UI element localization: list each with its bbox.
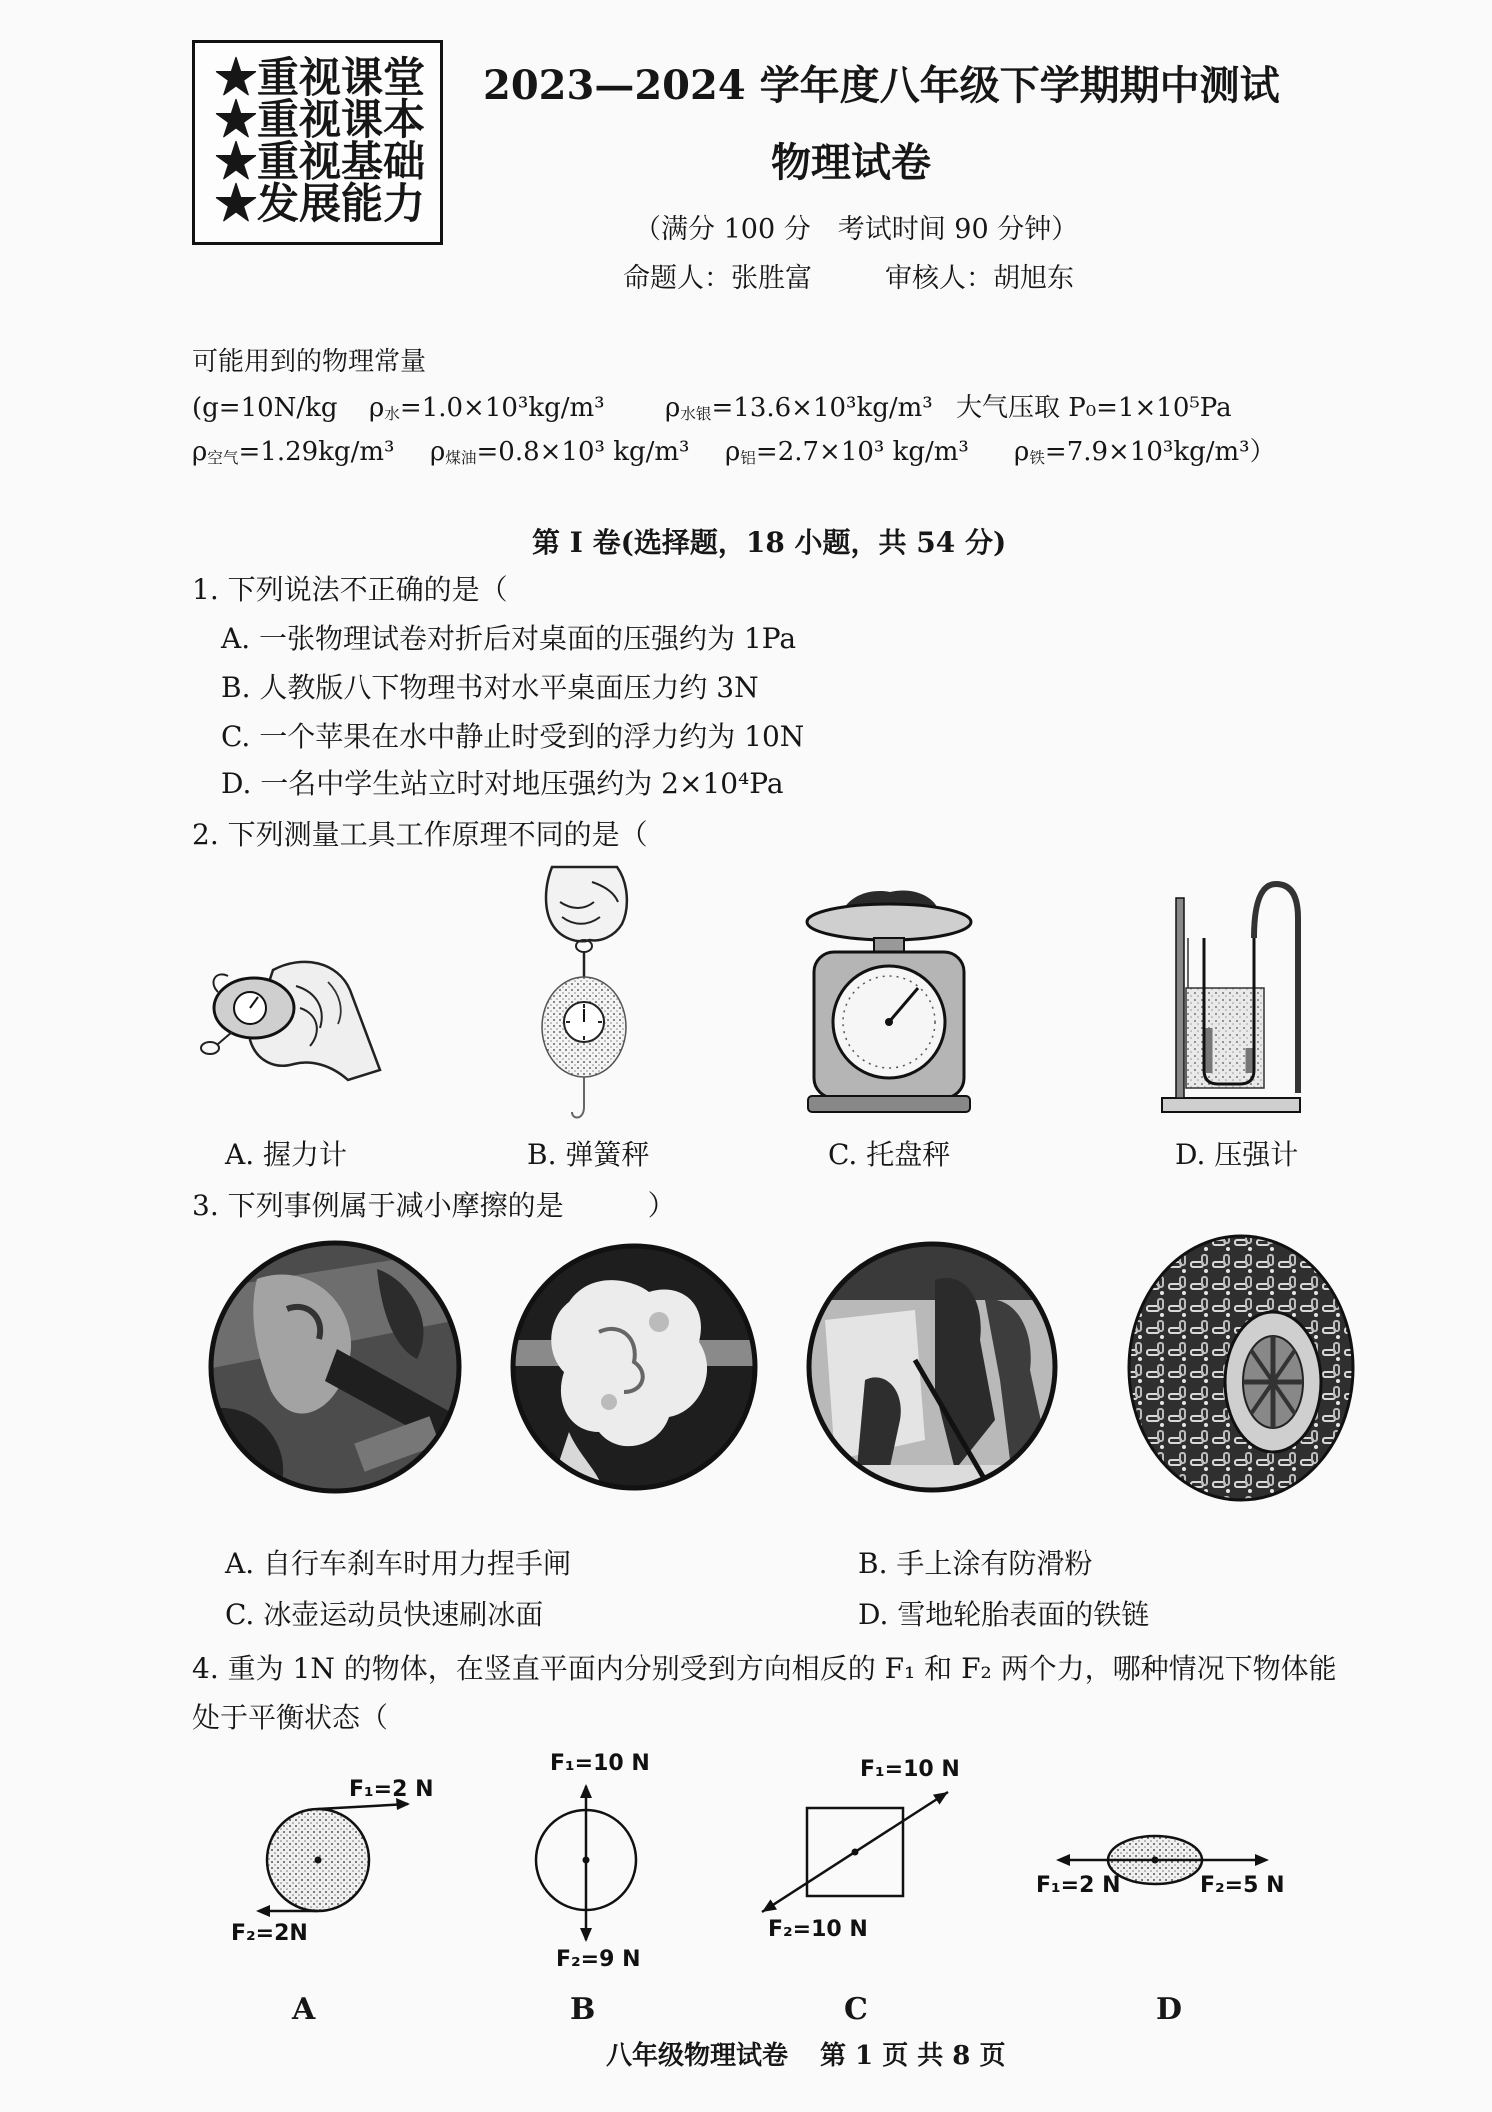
force-diagram-c	[762, 1757, 960, 1942]
constant-atmospheric-pressure: 大气压取 P₀=1×10⁵Pa	[956, 393, 1232, 423]
section-title: 第 I 卷(选择题，18 小题，共 54 分)	[532, 526, 1007, 559]
q3-option-a: A. 自行车刹车时用力捏手闸	[225, 1547, 572, 1580]
force-diagram-d	[1036, 1836, 1284, 1898]
label-d-f1: F₁=2 N	[1036, 1873, 1121, 1898]
hand	[546, 867, 627, 941]
photo-snow-tire-chains	[1123, 1232, 1359, 1504]
motto-line-4: ★发展能力	[215, 179, 426, 228]
exam-subtitle: 物理试卷	[771, 139, 931, 186]
stand-base	[1162, 1098, 1300, 1112]
q4-option-d: D	[1156, 1992, 1183, 2027]
q2-stem: 2. 下列测量工具工作原理不同的是（	[192, 818, 648, 851]
force-arrow-f1	[1056, 1854, 1070, 1866]
label-b-f2: F₂=9 N	[556, 1947, 641, 1972]
force-arrow-f2	[762, 1899, 777, 1912]
q4-stem-line-2: 处于平衡状态（	[192, 1701, 389, 1734]
motto-line-2: ★重视课本	[215, 95, 426, 144]
q4-option-c: C	[844, 1992, 868, 2027]
force-arrow-f2	[580, 1928, 592, 1942]
force-diagram-a	[231, 1777, 433, 1946]
label-c-f1: F₁=10 N	[860, 1757, 960, 1782]
rho-value: =13.6×10³kg/m³	[711, 393, 933, 423]
exam-title: 2023—2024 学年度八年级下学期期中测试	[483, 62, 1280, 109]
footer-paper-name: 八年级物理试卷	[606, 2041, 789, 2071]
q1-option-b: B. 人教版八下物理书对水平桌面压力约 3N	[221, 671, 759, 704]
rho-subscript: 铁	[1029, 449, 1045, 468]
rho-value: =2.7×10³ kg/m³	[755, 437, 969, 467]
constants-heading: 可能用到的物理常量	[192, 347, 427, 377]
q4-option-a: A	[292, 1992, 316, 2027]
label-c-f2: F₂=10 N	[768, 1917, 868, 1942]
label-a-f2: F₂=2N	[231, 1921, 308, 1946]
q1-option-c: C. 一个苹果在水中静止时受到的浮力约为 10N	[221, 720, 805, 753]
label-a-f1: F₁=2 N	[349, 1777, 434, 1802]
label-d-f2: F₂=5 N	[1200, 1873, 1285, 1898]
q3-option-d: D. 雪地轮胎表面的铁链	[858, 1598, 1150, 1631]
force-arrow-f1	[580, 1784, 592, 1798]
q1-stem: 1. 下列说法不正确的是（	[192, 573, 508, 606]
constant-iron-density	[1014, 439, 1276, 467]
rho-value: =1.0×10³kg/m³	[399, 393, 605, 423]
scale-tray	[807, 904, 971, 940]
platform-scale-image	[800, 878, 978, 1118]
rho-value: =0.8×10³ kg/m³	[476, 437, 690, 467]
rho-subscript: 空气	[207, 449, 239, 468]
rho-value: =1.29kg/m³	[238, 437, 395, 467]
q2-option-d: D. 压强计	[1175, 1138, 1299, 1171]
rho-subscript: 水	[384, 405, 400, 424]
motto-line-3: ★重视基础	[215, 137, 426, 186]
constant-g: (g=10N/kg	[192, 393, 338, 423]
rho-subscript: 水银	[680, 405, 712, 424]
footer-page-number: 第 1 页 共 8 页	[820, 2041, 1006, 2071]
rho-symbol: ρ	[430, 437, 446, 467]
grip-dynamometer-image	[198, 952, 383, 1097]
q2-option-b: B. 弹簧秤	[527, 1138, 650, 1171]
rho-symbol: ρ	[1014, 437, 1030, 467]
q2-option-a: A. 握力计	[225, 1138, 348, 1171]
exam-info: （满分 100 分 考试时间 90 分钟）	[634, 214, 1079, 245]
force-arrow-f1	[933, 1792, 948, 1805]
q1-option-d: D. 一名中学生站立时对地压强约为 2×10⁴Pa	[221, 767, 784, 800]
label-b-f1: F₁=10 N	[550, 1751, 650, 1776]
constant-kerosene-density	[430, 439, 689, 467]
spring-scale-image	[522, 862, 647, 1130]
q2-option-c: C. 托盘秤	[828, 1138, 951, 1171]
constant-aluminum-density	[725, 439, 969, 467]
rho-symbol: ρ	[725, 437, 741, 467]
q4-stem-line-1: 4. 重为 1N 的物体，在竖直平面内分别受到方向相反的 F₁ 和 F₂ 两个力，哪种情况下物体能	[192, 1652, 1337, 1685]
reviewer-name: 审核人：胡旭东	[885, 263, 1074, 294]
constant-air-density	[192, 439, 394, 467]
q1-option-a: A. 一张物理试卷对折后对桌面的压强约为 1Pa	[221, 622, 797, 655]
rho-symbol: ρ	[665, 393, 681, 423]
rho-symbol: ρ	[369, 393, 385, 423]
pressure-gauge-image	[1158, 878, 1306, 1118]
rho-subscript: 铝	[740, 449, 756, 468]
motto-box	[192, 40, 443, 245]
force-diagram-b	[536, 1751, 650, 1972]
photo-anti-slip-powder	[509, 1242, 759, 1492]
rho-symbol: ρ	[192, 437, 208, 467]
q3-stem: 3. 下列事例属于减小摩擦的是 ）	[192, 1189, 676, 1222]
stand-rod	[1176, 898, 1184, 1098]
q4-option-b: B	[570, 1992, 596, 2027]
motto-line-1: ★重视课堂	[215, 53, 426, 102]
q3-option-b: B. 手上涂有防滑粉	[858, 1547, 1093, 1580]
force-diagrams	[0, 1740, 1492, 1980]
force-arrow-f1	[318, 1804, 408, 1809]
rho-subscript: 煤油	[445, 449, 477, 468]
setter-name: 命题人：张胜富	[623, 263, 812, 294]
photo-curling-sweeping	[805, 1240, 1059, 1494]
rho-value: =7.9×10³kg/m³）	[1044, 437, 1276, 467]
force-arrow-f2	[1255, 1854, 1269, 1866]
q3-option-c: C. 冰壶运动员快速刷冰面	[225, 1598, 544, 1631]
constant-water-density	[369, 395, 605, 423]
photo-bicycle-brake	[207, 1239, 463, 1495]
constant-mercury-density	[665, 395, 933, 423]
